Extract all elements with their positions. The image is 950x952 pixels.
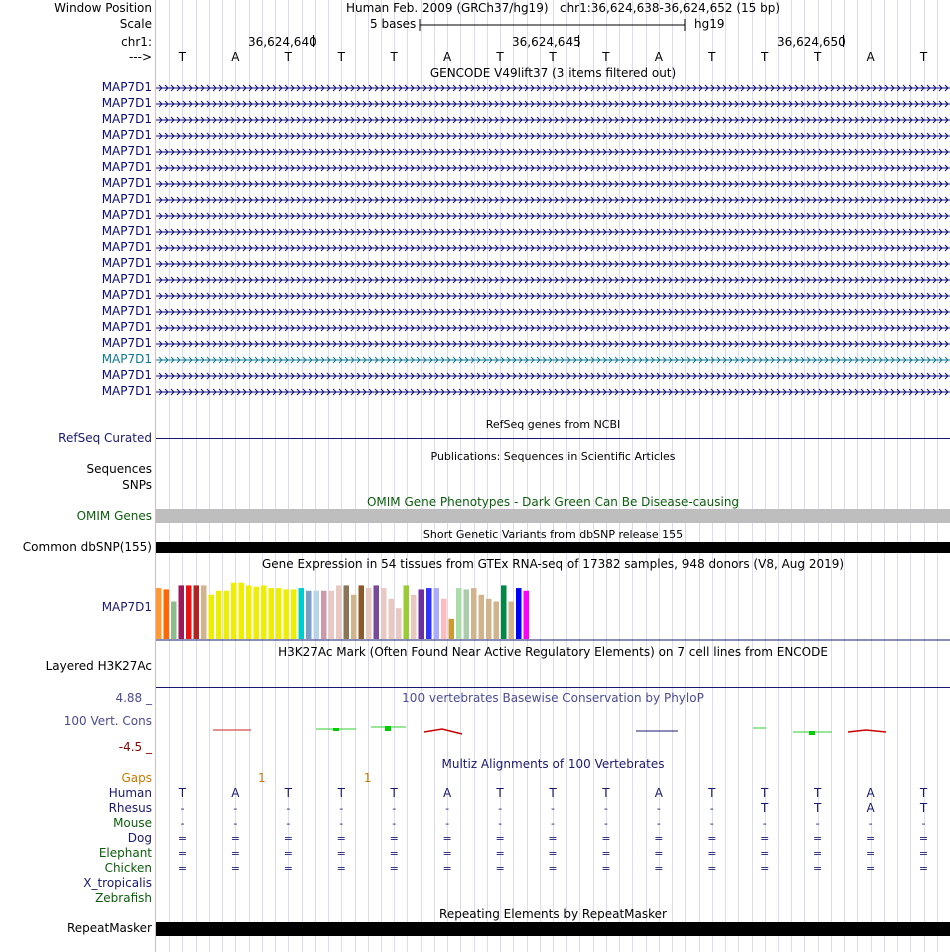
base-letter: T [549,50,557,64]
species-label[interactable]: Chicken [104,861,152,875]
gtex-tissue-bar [494,601,500,639]
gtex-tissue-bar [329,591,335,639]
alignment-cell: - [603,817,608,830]
alignment-cell: = [865,862,876,875]
gene-model[interactable] [156,98,950,110]
alignment-cell: = [230,832,240,845]
gene-label[interactable]: MAP7D1 [101,240,152,254]
repeatmasker-track-title: Repeating Elements by RepeatMasker [439,907,667,921]
alignment-cell: = [283,847,293,860]
alignment-cell: T [919,801,928,815]
alignment-cell: T [708,786,716,800]
alignment-cell: A [231,786,240,800]
alignment-cell: = [813,832,823,845]
base-letter: A [654,50,663,64]
gene-model[interactable] [156,130,950,142]
coord-label-2: 36,624,645 [512,35,581,49]
scale-bar-label: 5 bases [370,17,417,31]
alignment-cell: - [709,802,714,815]
alignment-cell: T [813,786,822,800]
alignment-cell: = [177,847,188,860]
gene-label[interactable]: MAP7D1 [101,208,152,222]
alignment-cell: = [177,832,188,845]
multiz-track-title: Multiz Alignments of 100 Vertebrates [441,757,665,771]
alignment-cell: - [445,817,450,830]
alignment-cell: = [760,847,770,860]
alignment-cell: = [760,862,770,875]
alignment-cell: = [813,862,823,875]
base-letter: T [390,50,398,64]
gtex-bar-chart[interactable] [156,572,950,642]
gtex-tissue-bar [239,583,245,639]
refseq-track-title: RefSeq genes from NCBI [485,418,621,431]
h3k27ac-track-label[interactable]: Layered H3K27Ac [45,659,152,673]
alignment-cell: = [548,832,558,845]
alignment-cell: - [180,802,185,815]
alignment-cell: T [178,786,187,800]
gtex-tissue-bar [441,599,447,639]
species-label[interactable]: Dog [127,831,152,845]
gene-label[interactable]: MAP7D1 [101,336,152,350]
alignment-cell: = [283,862,293,875]
alignment-cell: = [389,847,399,860]
alignment-cell: T [761,786,769,800]
coord-label-3: 36,624,650 [777,35,846,49]
alignment-cell: = [865,847,876,860]
dbsnp-track-bar [156,542,950,553]
gtex-tissue-bar [359,585,365,639]
assembly-name: Human Feb. 2009 (GRCh37/hg19) [346,1,549,15]
alignment-cell: = [654,832,664,845]
gtex-tissue-bar [426,588,432,639]
gene-label[interactable]: MAP7D1 [101,144,152,158]
alignment-cell: - [233,802,238,815]
species-label[interactable]: Mouse [113,816,152,830]
gtex-tissue-bar [299,588,305,639]
coord-label-1: 36,624,640 [248,35,317,49]
chrom-label: chr1: [121,35,152,49]
window-position-label: Window Position [54,1,152,15]
base-letter: T [496,50,504,64]
coord-ticks [0,34,950,48]
species-label[interactable]: X_tropicalis [83,876,152,890]
omim-track-bar [156,509,950,523]
alignment-cell: = [601,847,611,860]
alignment-cell: = [442,862,452,875]
gene-label[interactable]: MAP7D1 [101,176,152,190]
gene-label[interactable]: MAP7D1 [101,272,152,286]
alignment-cell: A [866,801,875,815]
alignment-cell: = [230,847,240,860]
gtex-tissue-bar [524,591,530,639]
alignment-cell: - [180,817,185,830]
gtex-tissue-bar [336,585,342,639]
alignment-cell: - [498,802,503,815]
gene-model[interactable] [156,226,950,238]
gene-model[interactable] [156,178,950,190]
species-label[interactable]: Rhesus [108,801,152,815]
base-letter: T [919,50,928,64]
gene-label[interactable]: MAP7D1 [101,352,152,366]
phylop-min-label: -4.5 _ [118,740,152,754]
base-sequence-row [0,50,950,65]
gene-model[interactable] [156,290,950,302]
gtex-tissue-bar [351,595,357,639]
gtex-tissue-bar [516,588,522,639]
gtex-tissue-bar [464,589,470,639]
alignment-cell: T [761,801,769,815]
gap-count: 1 [258,771,266,785]
gene-model[interactable] [156,162,950,174]
alignment-cell: = [654,862,664,875]
species-label[interactable]: Elephant [98,846,152,860]
base-letter: T [284,50,292,64]
gtex-tissue-bar [276,588,282,639]
gene-label[interactable]: MAP7D1 [101,112,152,126]
gtex-tissue-bar [374,585,380,639]
base-letter: T [337,50,345,64]
gtex-track-title: Gene Expression in 54 tissues from GTEx RNA-seq of 17382 samples, 948 donors (V8, Aug 2019) [261,557,845,571]
alignment-cell: = [442,847,452,860]
alignment-cell: - [286,802,291,815]
alignment-cell: = [336,847,346,860]
alignment-cell: = [495,847,505,860]
gtex-tissue-bar [171,601,177,639]
gtex-tissue-bar [216,591,222,639]
gtex-tissue-bar [434,588,440,639]
alignment-cell: = [336,832,346,845]
base-letter: T [813,50,822,64]
gtex-tissue-bar [456,588,462,639]
gencode-track-title: GENCODE V49lift37 (3 items filtered out) [429,66,677,80]
gtex-tissue-bar [411,595,417,639]
repeatmasker-track-label[interactable]: RepeatMasker [66,921,152,935]
gtex-tissue-bar [471,588,477,639]
alignment-cell: - [868,817,873,830]
alignment-cell: - [815,817,820,830]
gtex-tissue-bar [231,583,237,639]
alignment-cell: T [919,786,928,800]
alignment-cell: - [392,817,397,830]
alignment-cell: T [284,786,292,800]
alignment-cell: - [656,802,661,815]
alignment-cell: - [233,817,238,830]
alignment-cell: = [495,832,505,845]
gene-model[interactable] [156,82,950,94]
alignment-cell: = [283,832,293,845]
alignment-cell: = [495,862,505,875]
gene-model[interactable] [156,322,950,334]
alignment-cell: - [709,817,714,830]
alignment-cell: - [392,802,397,815]
gene-model[interactable] [156,194,950,206]
alignment-cell: A [443,786,452,800]
assembly-title [346,1,780,16]
gene-label[interactable]: MAP7D1 [101,368,152,382]
alignment-cell: - [551,817,555,830]
species-label[interactable]: Zebrafish [95,891,152,905]
alignment-cell: = [707,832,717,845]
phylop-track-label[interactable]: 100 Vert. Cons [63,714,152,728]
gtex-tissue-bar [291,589,297,639]
alignment-cell: = [389,862,399,875]
base-letter: A [231,50,240,64]
alignment-cell: = [865,832,876,845]
gtex-track-label[interactable]: MAP7D1 [101,600,152,614]
gene-label[interactable]: MAP7D1 [101,384,152,398]
gap-count: 1 [363,771,372,785]
strand-label: ---> [128,50,152,64]
sequences-track-label[interactable]: Sequences [86,462,152,476]
alignment-cell: = [918,832,929,845]
gtex-tissue-bar [321,591,327,639]
alignment-cell: = [548,847,558,860]
h3k27ac-track-line [156,687,950,688]
alignment-cell: = [918,847,929,860]
gtex-tissue-bar [404,585,410,639]
gtex-tissue-bar [344,585,350,639]
gtex-tissue-bar [156,588,162,639]
gene-model[interactable] [156,146,950,158]
dbsnp-track-title: Short Genetic Variants from dbSNP release 155 [422,528,684,541]
alignment-cell: A [866,786,875,800]
alignment-cell: - [498,817,503,830]
gtex-tissue-bar [501,585,507,639]
gene-model[interactable] [156,370,950,382]
base-letter: A [443,50,452,64]
base-letter: T [178,50,187,64]
gtex-tissue-bar [306,591,312,639]
alignment-cell: - [286,817,291,830]
gene-model[interactable] [156,210,950,222]
db-label: hg19 [694,17,725,31]
gtex-tissue-bar [254,587,260,639]
gaps-label: Gaps [121,771,152,785]
repeatmasker-track-bar [156,922,950,936]
alignment-cell: T [337,786,345,800]
alignment-cell: = [548,862,558,875]
alignment-cell: T [496,786,504,800]
gtex-tissue-bar [224,591,230,639]
omim-track-label[interactable]: OMIM Genes [76,509,152,523]
gtex-tissue-bar [419,589,425,639]
gtex-tissue-bar [389,599,395,639]
gene-label[interactable]: MAP7D1 [101,192,152,206]
gtex-tissue-bar [194,585,200,639]
alignment-cell: T [813,801,822,815]
alignment-cell: = [760,832,770,845]
gtex-tissue-bar [201,585,207,639]
alignment-cell: = [918,862,929,875]
alignment-cell: = [601,862,611,875]
alignment-cell: T [549,786,557,800]
snps-track-label[interactable]: SNPs [122,478,152,492]
gtex-tissue-bar [186,585,192,639]
phylop-signal [156,720,950,740]
alignment-cell: - [603,802,608,815]
base-letter: T [708,50,716,64]
gtex-tissue-bar [179,585,185,639]
gene-label[interactable]: MAP7D1 [101,80,152,94]
gtex-tissue-bar [269,588,275,639]
gtex-tissue-bar [209,595,215,639]
alignment-cell: T [390,786,398,800]
gtex-tissue-bar [164,589,170,639]
alignment-cell: = [813,847,823,860]
gene-model[interactable] [156,338,950,350]
phylop-max-label: 4.88 _ [115,691,152,705]
gtex-tissue-bar [284,589,290,639]
alignment-cell: = [389,832,399,845]
alignment-cell: = [336,862,346,875]
alignment-cell: = [601,832,611,845]
publications-track-title: Publications: Sequences in Scientific Articles [430,450,676,463]
gtex-tissue-bar [381,588,387,639]
gene-label[interactable]: MAP7D1 [101,96,152,110]
gene-label[interactable]: MAP7D1 [101,320,152,334]
gene-label[interactable]: MAP7D1 [101,288,152,302]
h3k27ac-track-title: H3K27Ac Mark (Often Found Near Active Regulatory Elements) on 7 cell lines from ENCODE [278,645,828,659]
gene-model[interactable] [156,274,950,286]
alignment-cell: - [339,817,344,830]
alignment-cell: A [654,786,663,800]
alignment-cell: = [177,862,188,875]
alignment-cell: T [602,786,610,800]
base-letter: A [866,50,875,64]
refseq-track-line [156,438,950,439]
dbsnp-track-label[interactable]: Common dbSNP(155) [22,540,152,554]
gene-label[interactable]: MAP7D1 [101,304,152,318]
phylop-track-title: 100 vertebrates Basewise Conservation by PhyloP [402,691,704,705]
alignment-cell: = [707,847,717,860]
gtex-tissue-bar [314,591,320,639]
gene-model[interactable] [156,354,950,366]
gene-label[interactable]: MAP7D1 [101,160,152,174]
alignment-cell: - [921,817,926,830]
alignment-cell: = [442,832,452,845]
gtex-tissue-bar [486,599,492,639]
alignment-cell: - [762,817,767,830]
refseq-track-label[interactable]: RefSeq Curated [58,431,152,445]
gene-model[interactable] [156,386,950,398]
alignment-cell: - [656,817,661,830]
gene-label[interactable]: MAP7D1 [101,224,152,238]
alignment-cell: - [551,802,555,815]
alignment-cell: - [339,802,344,815]
gtex-tissue-bar [246,585,252,639]
gtex-tissue-bar [509,601,515,639]
gtex-tissue-bar [479,595,485,639]
species-label[interactable]: Human [108,786,152,800]
scale-bar [419,17,687,33]
gene-model[interactable] [156,306,950,318]
gene-label[interactable]: MAP7D1 [101,128,152,142]
gaps-row [0,771,950,786]
gene-model[interactable] [156,258,950,270]
gtex-tissue-bar [449,619,455,639]
gtex-tissue-bar [366,588,372,639]
gene-model[interactable] [156,114,950,126]
gtex-tissue-bar [396,608,402,639]
alignment-cell: = [230,862,240,875]
position-readout: chr1:36,624,638-36,624,652 (15 bp) [559,1,781,15]
alignment-cell: - [445,802,450,815]
alignment-cell: = [707,862,717,875]
base-letter: T [602,50,610,64]
base-letter: T [761,50,769,64]
scale-label: Scale [119,17,152,31]
alignment-cell: = [654,847,664,860]
gtex-tissue-bar [261,585,267,639]
gene-model[interactable] [156,242,950,254]
omim-track-title: OMIM Gene Phenotypes - Dark Green Can Be Disease-causing [366,495,740,509]
gene-label[interactable]: MAP7D1 [101,256,152,270]
